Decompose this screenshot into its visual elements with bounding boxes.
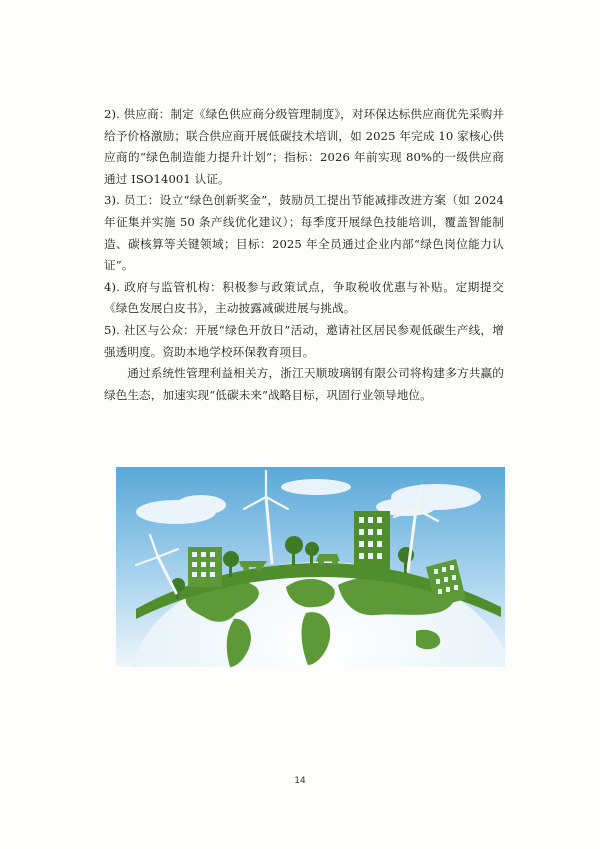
- page-number: 14: [294, 776, 306, 786]
- green-city-globe-image: [116, 467, 505, 667]
- body-text: [104, 104, 504, 406]
- paragraph-conclusion: 通过系统性管理利益相关方，浙江天顺玻璃钢有限公司将构建多方共赢的绿色生态，加速实现“低碳未来”战略目标，巩固行业领导地位。: [104, 366, 504, 402]
- paragraph-suppliers: 2). 供应商：制定《绿色供应商分级管理制度》，对环保达标供应商优先采购并给予价格激励；联合供应商开展低碳技术培训，如 2025 年完成 10 家核心供应商的“绿色制造能力提升计划”；指标：2026 年前实现 80%的一级供应商通过 ISO14001 认证。: [104, 107, 504, 186]
- paragraph-employees: 3). 员工：设立“绿色创新奖金”，鼓励员工提出节能减排改进方案（如 2024 年征集并实施 50 条产线优化建议）；每季度开展绿色技能培训，覆盖智能制造、碳核算等关键领域；目标：2025 年全员通过企业内部“绿色岗位能力认证”。: [104, 193, 504, 273]
- green-earth-illustration: [116, 467, 505, 667]
- paragraph-community: 5). 社区与公众：开展“绿色开放日”活动，邀请社区居民参观低碳生产线，增强透明度。资助本地学校环保教育项目。: [104, 322, 504, 359]
- paragraph-government: 4). 政府与监管机构：积极参与政策试点，争取税收优惠与补贴。定期提交《绿色发展白皮书》，主动披露减碳进展与挑战。: [104, 279, 504, 316]
